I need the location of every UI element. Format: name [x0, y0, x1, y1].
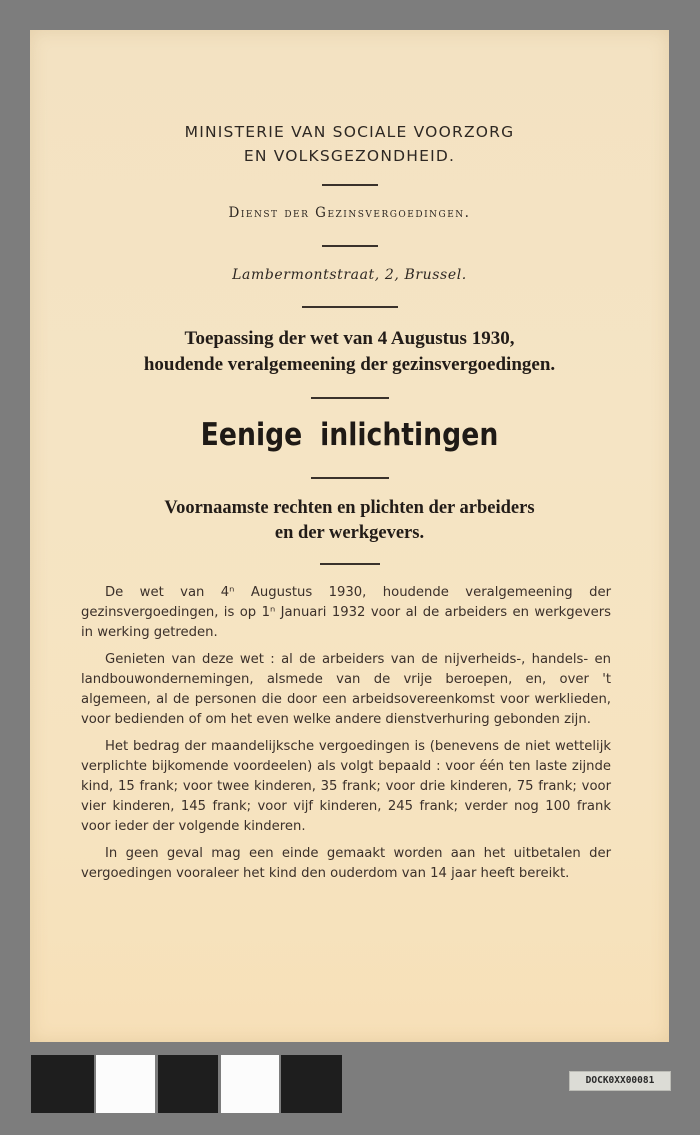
divider-rule	[322, 245, 378, 247]
document-page	[30, 30, 669, 1042]
subtitle	[30, 496, 669, 546]
subtitle-line-2: en der werkgevers.	[274, 523, 425, 543]
divider-rule	[322, 184, 378, 186]
color-calibration-block-black	[281, 1055, 342, 1113]
catalog-label: DOCK0XX00081	[569, 1071, 671, 1091]
main-heading: Eenige inlichtingen	[200, 417, 499, 453]
color-calibration-block-white	[96, 1055, 155, 1113]
color-calibration-block-black	[158, 1055, 218, 1113]
law-title-line-2: houdende veralgemeening der gezinsvergoedingen.	[143, 354, 556, 375]
body-text	[81, 583, 611, 891]
ministry-line-2: EN VOLKSGEZONDHEID.	[243, 147, 456, 165]
ministry-line-1: MINISTERIE VAN SOCIALE VOORZORG	[184, 123, 515, 141]
divider-rule	[302, 306, 398, 308]
subtitle-line-1: Voornaamste rechten en plichten der arbeiders	[164, 498, 535, 518]
ministry-header	[30, 120, 669, 168]
paragraph-beneficiaries: Genieten van deze wet : al de arbeiders van de nijverheids-, handels- en landbouwondernemingen, alsmede van de vrije beroepen, en, over 't algemeen, al de personen die door een arbeidsovereenkomst voor werklieden, voor bedienden of om het even welke andere dienstverhuring gebonden zijn.	[81, 652, 611, 727]
divider-rule	[320, 563, 380, 565]
law-title	[30, 326, 669, 378]
paragraph-entry-into-force: De wet van 4ⁿ Augustus 1930, houdende veralgemeening der gezinsvergoedingen, is op 1ⁿ Januari 1932 voor al de arbeiders en werkgevers in werking getreden.	[81, 585, 611, 640]
paragraph-age-limit: In geen geval mag een einde gemaakt worden aan het uitbetalen der vergoedingen vooraleer het kind den ouderdom van 14 jaar heeft bereikt.	[81, 846, 611, 881]
law-title-line-1: Toepassing der wet van 4 Augustus 1930,	[184, 328, 515, 349]
department-name: Dienst der Gezinsvergoedingen.	[228, 205, 471, 221]
paragraph-amounts: Het bedrag der maandelijksche vergoedingen is (benevens de niet wettelijk verplichte bijkomende voordeelen) als volgt bepaald : voor één ten laste zijnde kind, 15 frank; voor twee kinderen, 35 frank; voor drie kinderen, 75 frank; voor vier kinderen, 145 frank; voor vijf kinderen, 245 frank; verder nog 100 frank voor ieder der volgende kinderen.	[81, 739, 611, 834]
address: Lambermontstraat, 2, Brussel.	[232, 267, 467, 283]
color-calibration-block-white	[221, 1055, 279, 1113]
color-calibration-block-black	[31, 1055, 94, 1113]
divider-rule	[311, 477, 389, 479]
divider-rule	[311, 397, 389, 399]
